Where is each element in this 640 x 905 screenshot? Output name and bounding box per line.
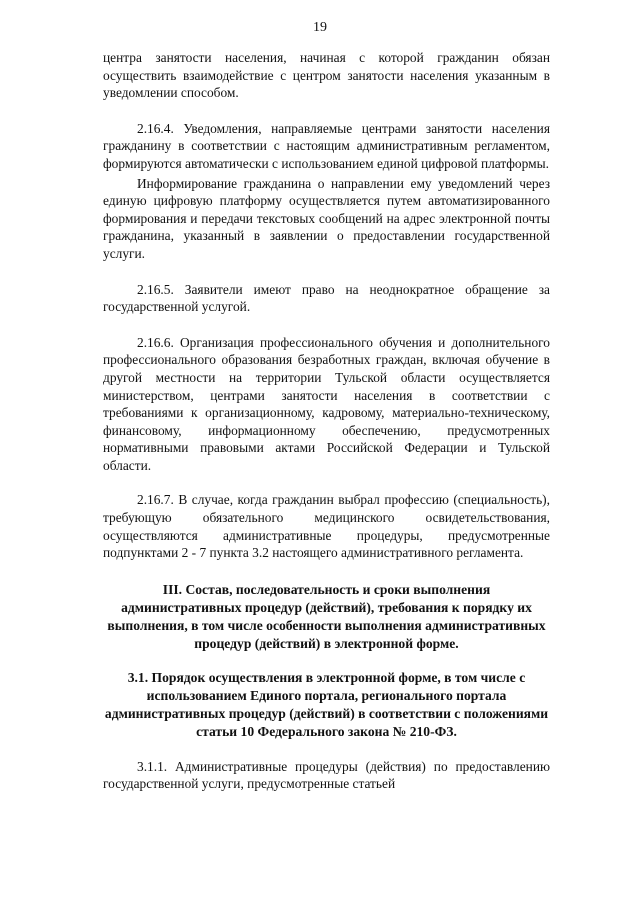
page-number: 19 [313,20,327,35]
subsection-heading: 3.1. Порядок осуществления в электронной форме, в том числе с использованием Единого портала, регионального портала административных процедур (действий) в соответствии с положениями статьи 10 Федерального закона № 210-ФЗ. [104,669,549,739]
paragraph-2-16-6: 2.16.6. Организация профессионального обучения и дополнительного профессионального образования безработных граждан, включая обучение в другой местности на территории Тульской области осуществляется министерством, центрами занятости населения в соответствии с требованиями к организационному, кадровому, материально-техническому, финансовому, информационному обеспечению, предусмотренных нормативными правовыми актами Российской Федерации и Тульской области. [103,334,550,473]
document-body [103,49,550,793]
paragraph-2-16-5: 2.16.5. Заявители имеют право на неоднократное обращение за государственной услугой. [103,281,550,315]
paragraph-continuation: центра занятости населения, начиная с которой гражданин обязан осуществить взаимодействие с центром занятости населения указанным в уведомлении способом. [103,50,550,101]
paragraph-2-16-4: 2.16.4. Уведомления, направляемые центрами занятости населения гражданину в соответствии с настоящим административным регламентом, формируются автоматически с использованием единой цифровой платформы. [103,120,550,171]
paragraph-informing: Информирование гражданина о направлении ему уведомлений через единую цифровую платформу осуществляется путем автоматизированного формирования и передачи текстовых сообщений на адрес электронной почты гражданина, указанный в заявлении о предоставлении государственной услуги. [103,175,550,261]
paragraph-3-1-1: 3.1.1. Административные процедуры (действия) по предоставлению государственной услуги, предусмотренные статьей [103,758,550,792]
paragraph-2-16-7: 2.16.7. В случае, когда гражданин выбрал профессию (специальность), требующую обязательного медицинского освидетельствования, осуществляются административные процедуры, предусмотренные подпунктами 2 - 7 пункта 3.2 настоящего административного регламента. [103,492,550,561]
section-heading: III. Состав, последовательность и сроки выполнения административных процедур (действий), требования к порядку их выполнения, в том числе особенности выполнения административных процедур (действий) в электронной форме. [107,581,546,651]
